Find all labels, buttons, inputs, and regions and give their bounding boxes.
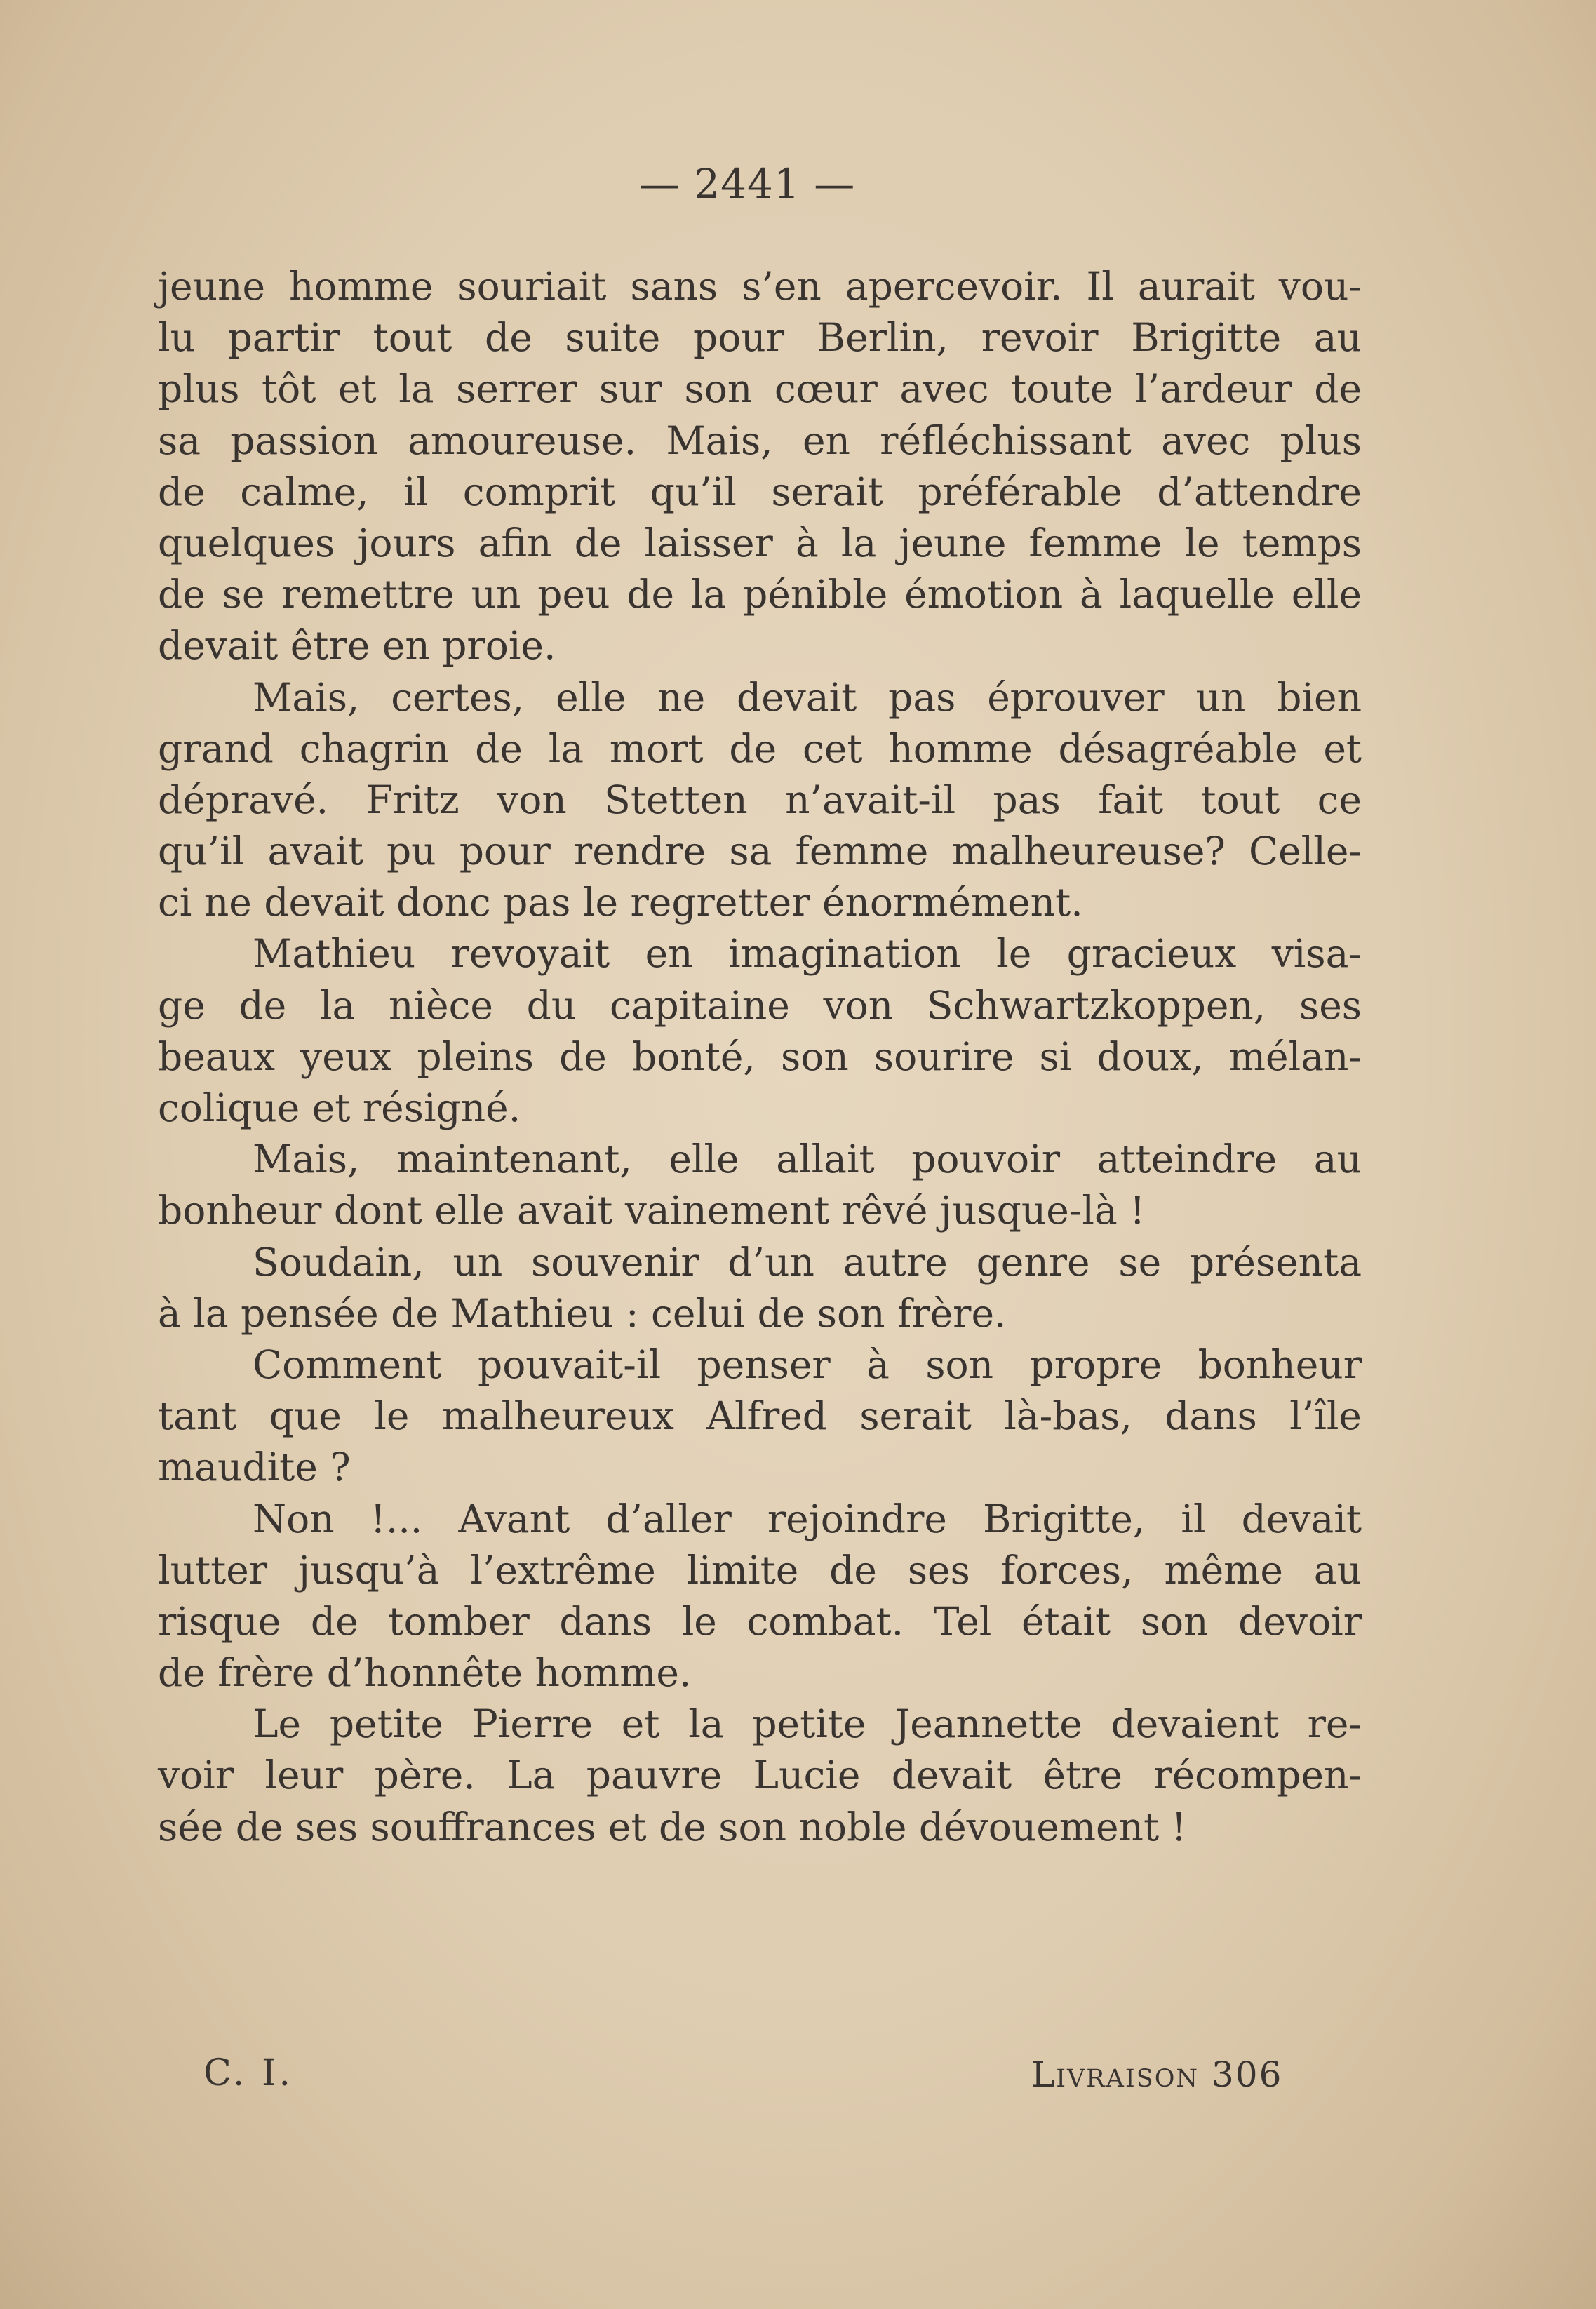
body-text	[158, 261, 1362, 1853]
footer-livraison	[1031, 2054, 1282, 2095]
text-line: de frère d’honnête homme.	[158, 1650, 692, 1696]
text-line: Mais, maintenant, elle allait pouvoir atteindre au	[253, 1137, 1362, 1182]
text-line: sée de ses souffrances et de son noble dévouement !	[158, 1804, 1187, 1849]
text-line: risque de tomber dans le combat. Tel était son devoir	[158, 1598, 1362, 1644]
page-number: — 2441 —	[638, 160, 856, 208]
footer-livraison-label: Livraison	[1031, 2054, 1200, 2095]
text-line: à la pensée de Mathieu : celui de son frère.	[158, 1290, 1007, 1336]
text-line: ge de la nièce du capitaine von Schwartzkoppen, ses	[158, 982, 1362, 1028]
text-line: quelques jours afin de laisser à la jeune femme le temps	[158, 520, 1362, 565]
text-line: maudite ?	[158, 1445, 351, 1490]
text-line: sa passion amoureuse. Mais, en réfléchissant avec plus	[158, 417, 1362, 463]
text-line: Soudain, un souvenir d’un autre genre se présenta	[253, 1239, 1362, 1285]
text-line: Non !... Avant d’aller rejoindre Brigitte, il devait	[253, 1496, 1362, 1541]
footer-livraison-number: 306	[1211, 2054, 1283, 2095]
text-line: lutter jusqu’à l’extrême limite de ses forces, même au	[158, 1547, 1362, 1593]
text-line: Comment pouvait-il penser à son propre bonheur	[253, 1341, 1362, 1387]
text-line: devait être en proie.	[158, 623, 556, 669]
text-line: qu’il avait pu pour rendre sa femme malheureuse? Celle-	[158, 829, 1362, 874]
text-line: beaux yeux pleins de bonté, son sourire si doux, mélan-	[158, 1033, 1362, 1079]
text-line: de se remettre un peu de la pénible émotion à laquelle elle	[158, 572, 1362, 617]
text-line: grand chagrin de la mort de cet homme désagréable et	[158, 725, 1362, 771]
text-line: bonheur dont elle avait vainement rêvé jusque-là !	[158, 1188, 1146, 1233]
text-line: jeune homme souriait sans s’en apercevoir. Il aurait vou-	[158, 264, 1362, 309]
text-line: Mathieu revoyait en imagination le gracieux visa-	[253, 931, 1362, 977]
text-line: ci ne devait donc pas le regretter énormément.	[158, 880, 1083, 925]
text-line: plus tôt et la serrer sur son cœur avec toute l’ardeur de	[158, 366, 1362, 412]
text-line: lu partir tout de suite pour Berlin, revoir Brigitte au	[158, 315, 1362, 361]
text-line: dépravé. Fritz von Stetten n’avait-il pas fait tout ce	[158, 777, 1362, 822]
text-line: Mais, certes, elle ne devait pas éprouver un bien	[253, 674, 1362, 720]
text-line: colique et résigné.	[158, 1085, 521, 1130]
footer-signature: C. I.	[203, 2052, 294, 2094]
text-line: voir leur père. La pauvre Lucie devait être récompen-	[158, 1753, 1362, 1798]
text-line: tant que le malheureux Alfred serait là-bas, dans l’île	[158, 1393, 1362, 1439]
text-line: Le petite Pierre et la petite Jeannette devaient re-	[253, 1701, 1362, 1747]
text-line: de calme, il comprit qu’il serait préférable d’attendre	[158, 469, 1362, 514]
